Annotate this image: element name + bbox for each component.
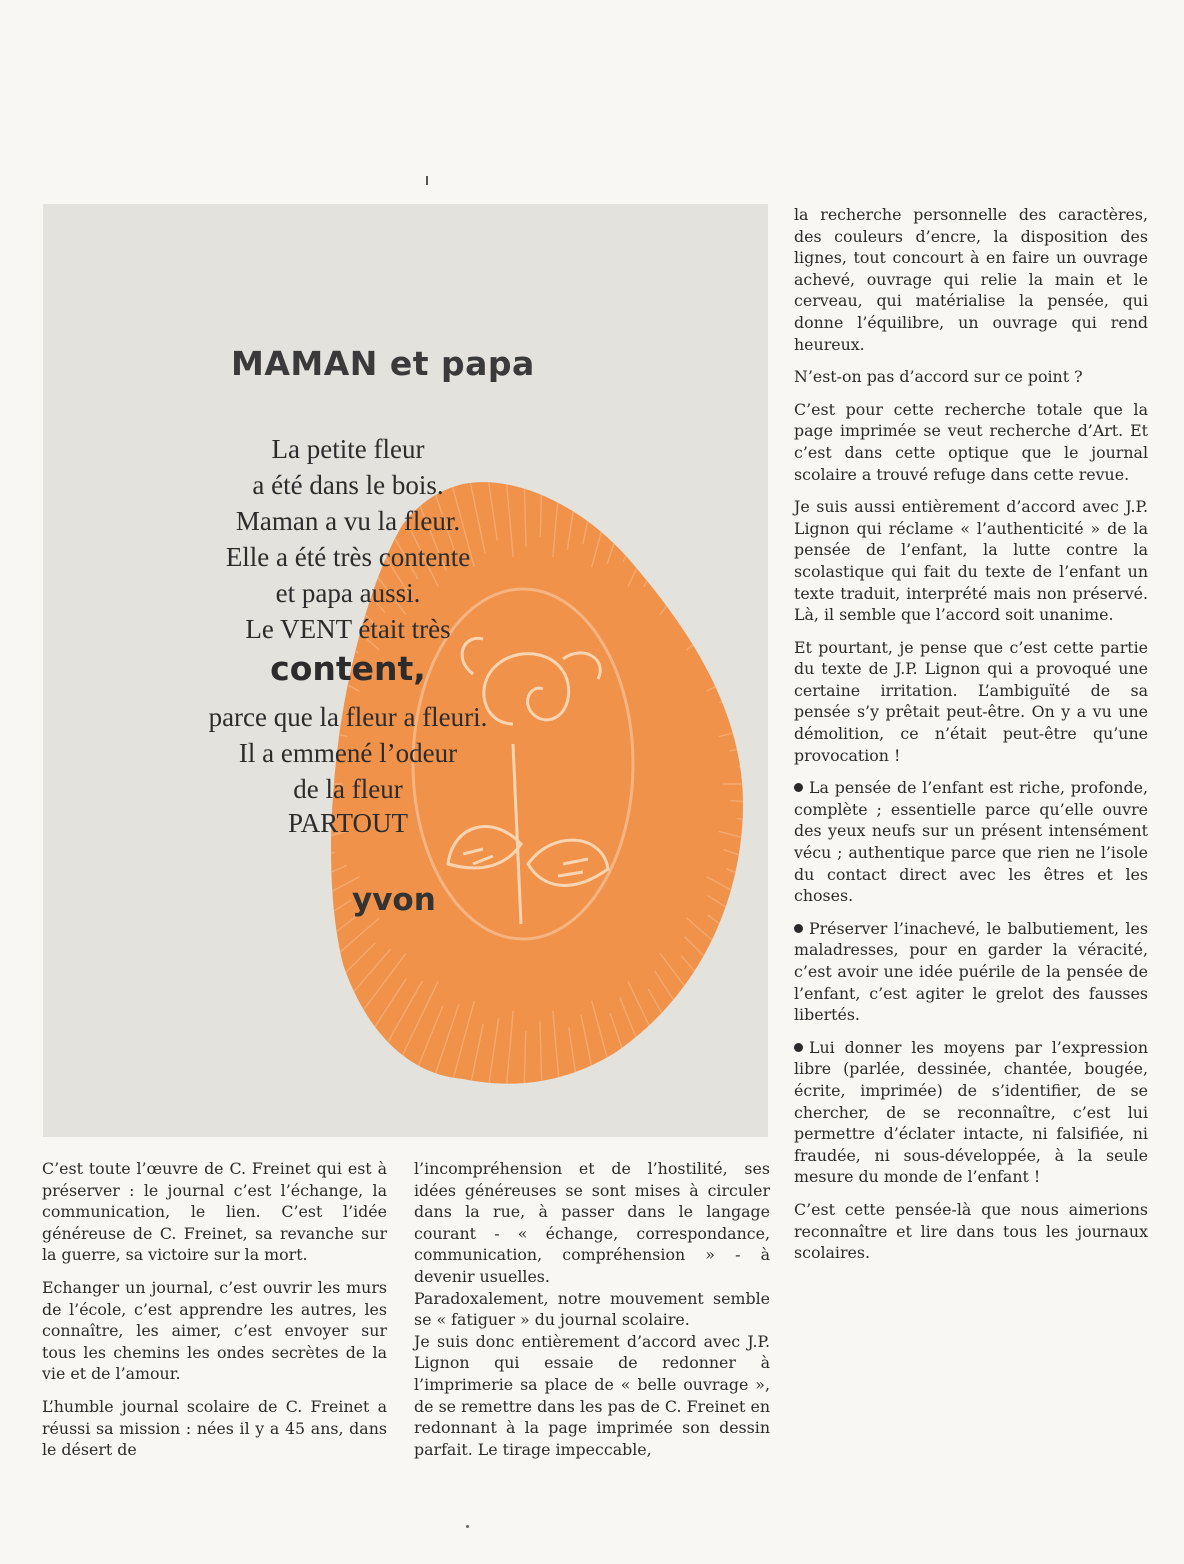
- bullet-icon: [794, 783, 803, 792]
- poem-line: Il a emmené l’odeur: [238, 738, 458, 768]
- bullet-text: Préserver l’inachevé, le balbutiement, les maladresses, pour en garder la véracité, c’est avoir une idée puérile de la pensée de l’enfant, c’est agiter le grelot des fausses libertés.: [794, 918, 1148, 1025]
- poem-title: MAMAN et papa: [231, 344, 535, 383]
- poem-line: a été dans le bois.: [252, 470, 444, 500]
- paragraph: l’incompréhension et de l’hostilité, ses idées généreuses se sont mises à circuler dans la rue, à passer dans le langage courant - « échange, correspondance, communication, compréhension » - à devenir usuelles.: [414, 1159, 770, 1286]
- poem-line: Maman a vu la fleur.: [235, 506, 461, 536]
- paragraph: Et pourtant, je pense que c’est cette partie du texte de J.P. Lignon qui a provoqué une certaine irritation. L’ambiguïté de sa pensée s’y prêtait peut-être. On y a vu une démolition, ce n’était peut-être qu’une provocation !: [794, 637, 1148, 765]
- text-column-2: [414, 1158, 770, 1460]
- paragraph: L’humble journal scolaire de C. Freinet a réussi sa mission : nées il y a 45 ans, dans le désert de: [42, 1396, 387, 1460]
- poem-author: yvon: [352, 882, 436, 918]
- paragraph: la recherche personnelle des caractères, des couleurs d’encre, la disposition des lignes, tout concourt à en faire un ouvrage achevé, ouvrage qui relie la main et le cerveau, qui matérialise la pensée, qui donne l’équilibre, un ouvrage qui rend heureux.: [794, 205, 1148, 354]
- paragraph: C’est toute l’œuvre de C. Freinet qui est à préserver : le journal c’est l’échange, la communication, le lien. C’est l’idée généreuse de C. Freinet, sa revanche sur la guerre, sa victoire sur la mort.: [42, 1159, 387, 1265]
- poem-line: de la fleur: [293, 774, 403, 804]
- paragraph: Echanger un journal, c’est ouvrir les murs de l’école, c’est apprendre les autres, les connaître, les aimer, c’est envoyer sur tous les chemins les ondes secrètes de la vie et de l’amour.: [42, 1277, 387, 1384]
- bullet-text: Lui donner les moyens par l’expression libre (parlée, dessinée, chantée, bougée, écrite, imprimée) de s’identifier, de se chercher, de se reconnaître, c’est lui permettre d’éclater intacte, ni falsifiée, ni fraudée, ni sous-développée, à la seule mesure du monde de l’enfant !: [794, 1037, 1148, 1187]
- text-column-3: [794, 204, 1148, 1275]
- bullet-icon: [794, 924, 803, 933]
- poem-text: [43, 204, 768, 1137]
- poem-illustration: [43, 204, 768, 1137]
- bullet-paragraph: [794, 777, 1148, 907]
- paragraph: Je suis donc entièrement d’accord avec J.P. Lignon qui essaie de redonner à l’imprimerie sa place de « belle ouvrage », de se remettre dans les pas de C. Freinet en redonnant à la page imprimée son dessin parfait. Le tirage impeccable,: [414, 1331, 770, 1459]
- poem-line: La petite fleur: [271, 434, 425, 464]
- stray-ink-mark: [426, 176, 428, 185]
- poem-line: parce que la fleur a fleuri.: [208, 702, 488, 732]
- paragraph: Je suis aussi entièrement d’accord avec J.P. Lignon qui réclame « l’authenticité » de la pensée de l’enfant, la lutte contre la scolastique qui fait du texte de l’enfant un texte traduit, interprété mais non préservé. Là, il semble que l’accord soit unanime.: [794, 497, 1148, 625]
- stray-ink-dot: [466, 1525, 469, 1528]
- paragraph: N’est-on pas d’accord sur ce point ?: [794, 367, 1083, 387]
- poem-line: PARTOUT: [288, 808, 408, 838]
- bullet-paragraph: [794, 1037, 1148, 1188]
- text-column-1: [42, 1158, 387, 1472]
- closing-paragraph: C’est cette pensée-là que nous aimerions reconnaître et lire dans tous les journaux scolaires.: [794, 1199, 1148, 1263]
- paragraph: Paradoxalement, notre mouvement semble se « fatiguer » du journal scolaire.: [414, 1288, 770, 1330]
- poem-line-emphasis: content,: [270, 649, 426, 688]
- poem-line: et papa aussi.: [275, 578, 421, 608]
- bullet-icon: [794, 1043, 803, 1052]
- bullet-text: La pensée de l’enfant est riche, profonde, complète ; essentielle parce qu’elle ouvre des yeux neufs sur un présent intensément vécu ; authentique parce que rien ne l’isole du contact direct avec les êtres et les choses.: [794, 778, 1148, 906]
- bullet-paragraph: [794, 918, 1148, 1026]
- poem-line: Elle a été très contente: [225, 542, 471, 572]
- paragraph: C’est pour cette recherche totale que la page imprimée se veut recherche d’Art. Et c’est dans cette optique que le journal scolaire a trouvé refuge dans cette revue.: [794, 399, 1148, 484]
- poem-line: Le VENT était très: [245, 614, 451, 644]
